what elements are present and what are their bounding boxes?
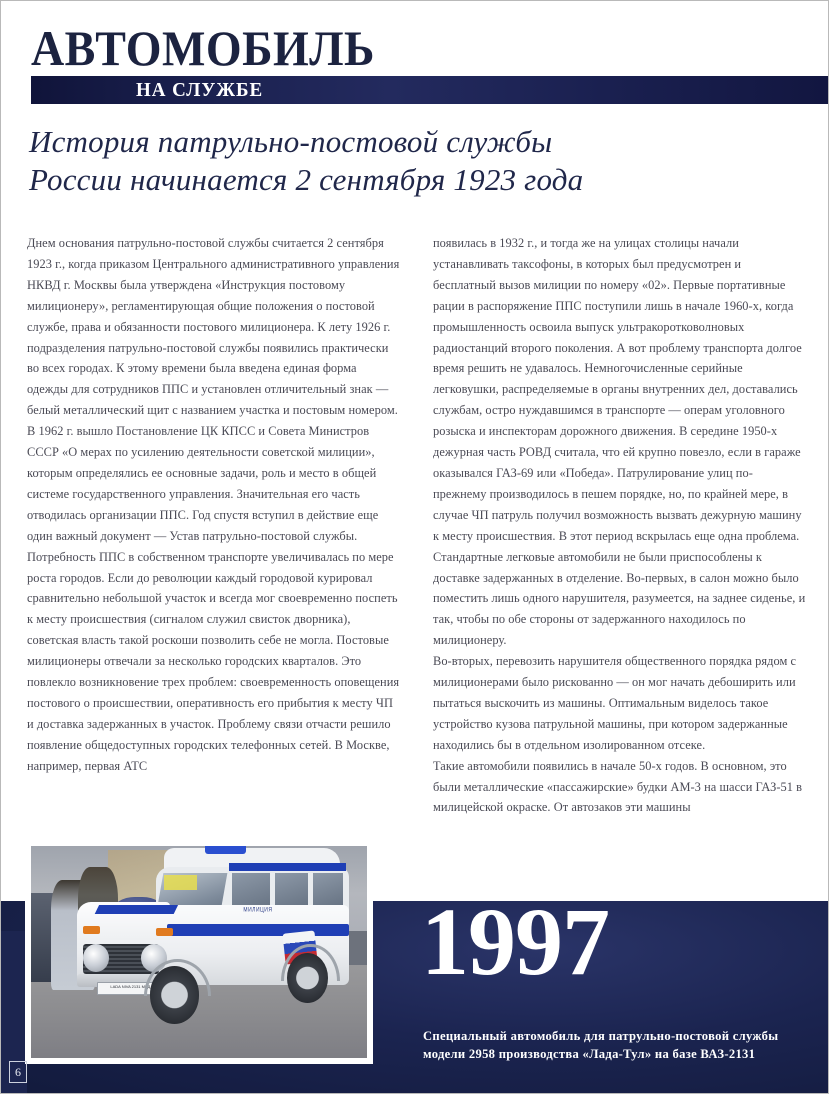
headline-line-1: История патрульно-постовой службы bbox=[29, 124, 553, 159]
body-column-left bbox=[27, 233, 400, 811]
masthead-band-label: НА СЛУЖБЕ bbox=[136, 79, 264, 101]
page-number: 6 bbox=[9, 1061, 27, 1083]
vehicle-beacon-light bbox=[205, 846, 246, 854]
headline-line-2: России начинается 2 сентября 1923 года bbox=[29, 162, 584, 197]
body-text-right: появилась в 1932 г., и тогда же на улицах столицы начали устанавливать таксофоны, в которых был предусмотрен и бесплатный вызов милиции по номеру «02». Первые портативные рации в распоряжение ППС поступили лишь в начале 1960-х, когда промышленность освоила выпуск ультракоротковолновых радиостанций второго поколения. А вот проблему транспорта долгое время решить не удавалось. Немногочисленные серийные легковушки, распределяемые в органы внутренних дел, доставались службам, остро нуждавшимся в транспорте — операм уголовного розыска и инспекторам дорожного движения. В середине 1950-х дежурная часть РОВД считала, что ей крупно повезло, если в гараже оказывался ГАЗ-69 или «Победа». Патрулирование улиц по-прежнему производилось в пешем порядке, но, по крайней мере, в случае ЧП патруль получил возможность вызвать дежурную машину к месту происшествия. В этот период вскрылась еще одна проблема. Стандартные легковые автомобили не были приспособлены к доставке задержанных в отделение. Во-первых, в салон можно было поместить лишь одного нарушителя, разумеется, на заднее сиденье, и так, чтобы по обе стороны от задержанного находилось по милиционеру. bbox=[433, 236, 806, 648]
body-column-right bbox=[433, 233, 806, 841]
masthead-title: АВТОМОБИЛЬ bbox=[31, 20, 375, 76]
vehicle-hood-stripe-2 bbox=[110, 905, 178, 914]
vehicle-roof-stripe bbox=[229, 863, 346, 871]
photo-caption-line-2: модели 2958 производства «Лада-Тул» на базе ВАЗ-2131 bbox=[423, 1047, 756, 1061]
vehicle-indicator-right bbox=[156, 928, 174, 936]
vehicle-militia-marking: МИЛИЦИЯ bbox=[243, 906, 273, 915]
body-text-left: В 1962 г. вышло Постановление ЦК КПСС и Совета Министров СССР «О мерах по усилению деятельности советской милиции», которым определялись ее основные задачи, роль и место в общей системе государственного управления. Значительная его часть отводилась организации ППС. Год спустя вступил в действие еще один важный документ — Устав патрульно-постовой службы. bbox=[27, 424, 379, 543]
vehicle-indicator-left bbox=[83, 926, 101, 934]
article-photo bbox=[31, 846, 367, 1058]
photo-caption-line-1: Специальный автомобиль для патрульно-постовой службы bbox=[423, 1029, 779, 1043]
vehicle-wheel-rear bbox=[287, 953, 328, 1003]
article-headline bbox=[29, 123, 804, 199]
vehicle-license-plate: LADA NIVA 2131 МВД bbox=[97, 982, 163, 995]
body-text-left: Потребность ППС в собственном транспорте увеличивалась по мере роста городов. Если до революции каждый городовой курировал сравнительно небольшой участок и всегда мог своевременно поспеть к месту происшествия (сигналом служил свисток дворника), советская власть такой роскоши позволить себе не могла. Постовые милиционеры отвечали за несколько городских кварталов. Это повлекло возникновение трех проблем: своевременность оповещения постового о происшествии, оперативность его прибытия к месту ЧП и доставка задержанных в участок. Проблему связи отчасти решило появление общедоступных городских телефонных сетей. В Москве, например, первая АТС bbox=[27, 549, 400, 773]
feature-year: 1997 bbox=[421, 888, 609, 995]
body-text-left: Днем основания патрульно-постовой службы считается 2 сентября 1923 г., когда приказом Центрального административного управления НКВД г. Москвы была утверждена «Инструкция постовому милиционеру», регламентирующая общие положения о постовой службе, права и обязанности постового милиционера. К лету 1926 г. подразделения патрульно-постовой службы появились практически во всех городах. К этому времени была введена единая форма одежды для сотрудников ППС и установлен отличительный знак — белый металлический щит с названием участка и постовым номером. bbox=[27, 236, 400, 418]
article-body bbox=[27, 233, 807, 841]
vehicle-side-stripe bbox=[167, 924, 348, 935]
article-photo-frame bbox=[25, 840, 373, 1064]
vehicle-wheel-front bbox=[150, 966, 200, 1023]
body-text-right: Такие автомобили появились в начале 50-х годов. В основном, это были металлические «пассажирские» будки АМ-3 на шасси ГАЗ-51 в милицейской окраске. От автозаков эти машины bbox=[433, 758, 803, 815]
vehicle-headlight-left bbox=[83, 944, 109, 973]
masthead bbox=[31, 20, 800, 113]
photo-caption bbox=[423, 1027, 813, 1063]
body-text-right: Во-вторых, перевозить нарушителя общественного порядка рядом с милиционерами было рискованно — он мог начать дебоширить или пытаться выскочить из машины. Оптимальным виделось такое устройство кузова патрульной машины, при котором задержанные находились бы в отдельном изолированном отсеке. bbox=[433, 654, 797, 752]
vehicle-sun-visor bbox=[164, 875, 196, 890]
police-vehicle bbox=[68, 848, 360, 1039]
